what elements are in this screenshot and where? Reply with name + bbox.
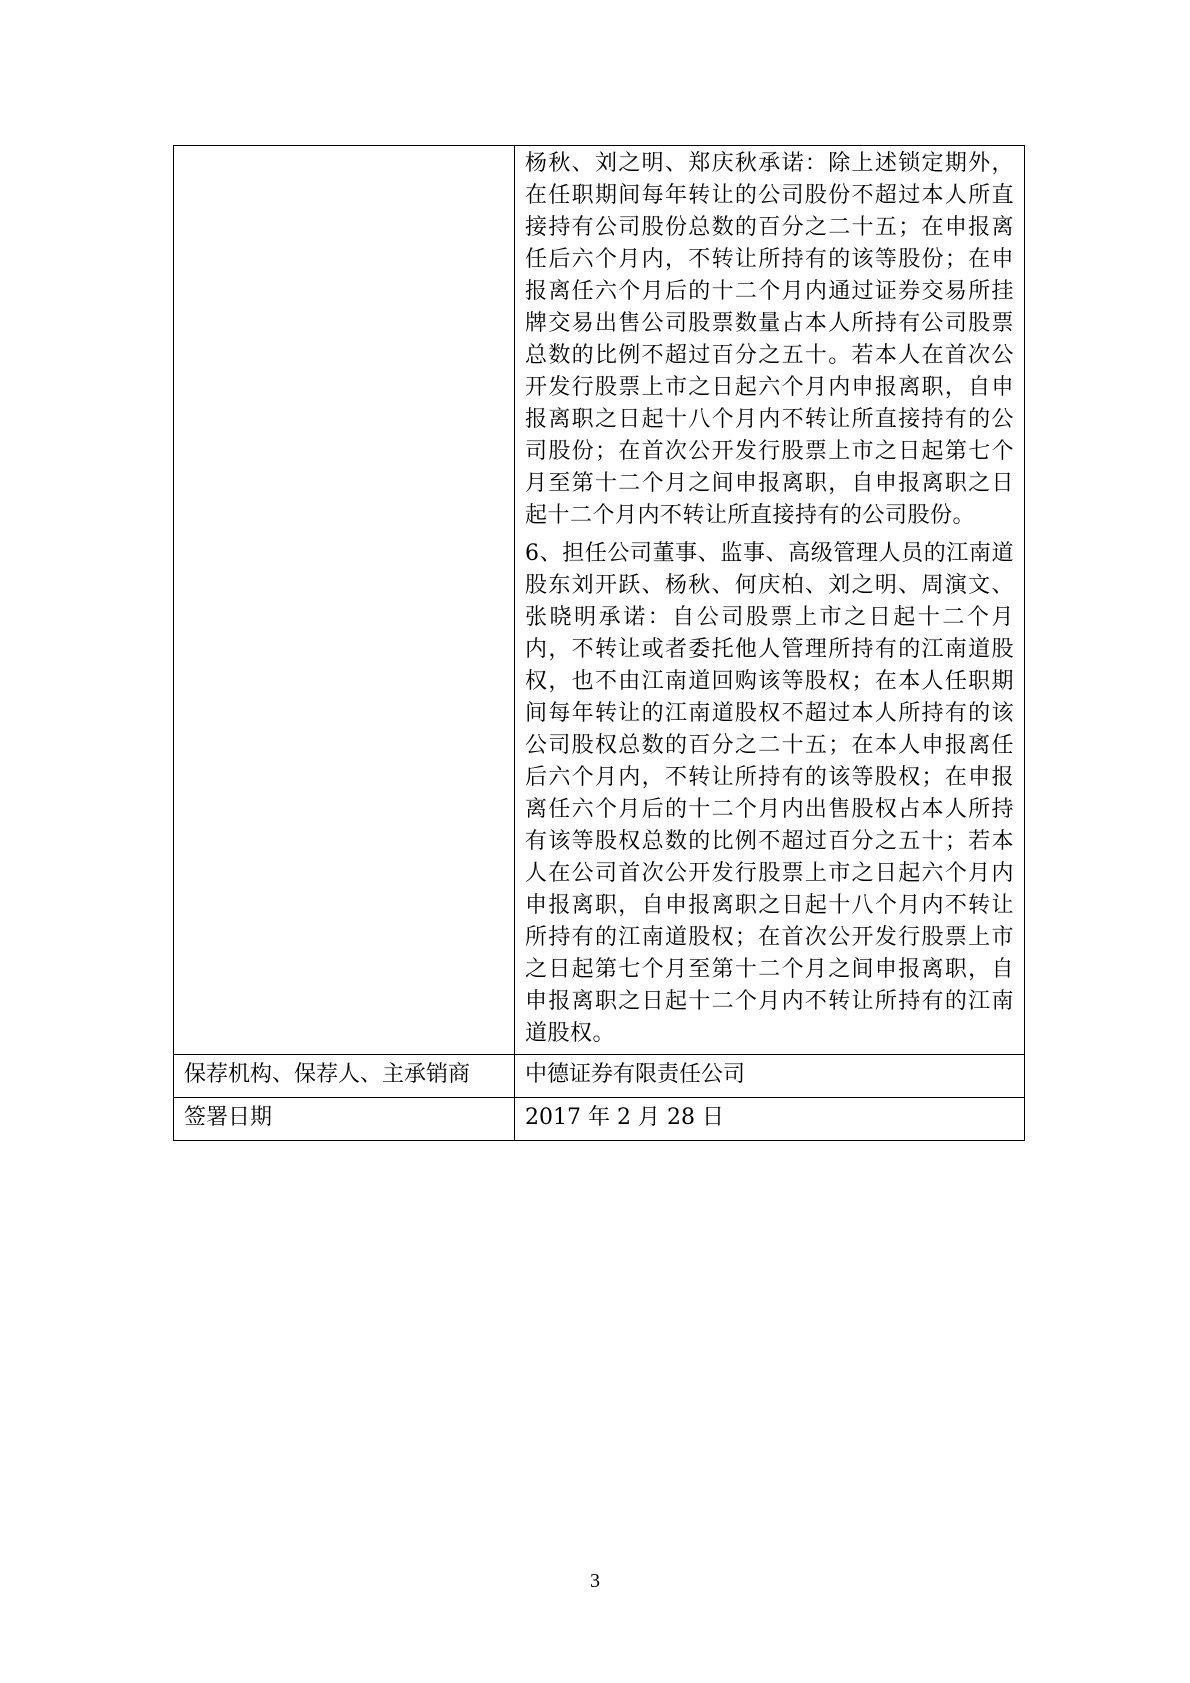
table-label-cell-empty [174,146,515,1055]
table-row-date [174,1098,1025,1141]
signing-date-label: 签署日期 [174,1098,515,1141]
table-row-sponsor [174,1055,1025,1098]
commitment-table [173,145,1025,1141]
commitment-paragraph-5-continued: 杨秋、刘之明、郑庆秋承诺：除上述锁定期外，在任职期间每年转让的公司股份不超过本人所直接持有公司股份总数的百分之二十五；在申报离任后六个月内，不转让所持有的该等股份；在申报离任六个月后的十二个月内通过证券交易所挂牌交易出售公司股票数量占本人所持有公司股票总数的比例不超过百分之五十。若本人在首次公开发行股票上市之日起六个月内申报离职，自申报离职之日起十八个月内不转让所直接持有的公司股份；在首次公开发行股票上市之日起第七个月至第十二个月之间申报离职，自申报离职之日起十二个月内不转让所直接持有的公司股份。 [525,151,1014,528]
sponsor-label: 保荐机构、保荐人、主承销商 [174,1055,515,1098]
commitment-paragraph-6: 6、担任公司董事、监事、高级管理人员的江南道股东刘开跃、杨秋、何庆柏、刘之明、周演文、张晓明承诺：自公司股票上市之日起十二个月内，不转让或者委托他人管理所持有的江南道股权，也不由江南道回购该等股权；在本人任职期间每年转让的江南道股权不超过本人所持有的该公司股权总数的百分之二十五；在本人申报离任后六个月内，不转让所持有的该等股权；在申报离任六个月后的十二个月内出售股权占本人所持有该等股权总数的比例不超过百分之五十；若本人在公司首次公开发行股票上市之日起六个月内申报离职，自申报离职之日起十八个月内不转让所持有的江南道股权；在首次公开发行股票上市之日起第七个月至第十二个月之间申报离职，自申报离职之日起十二个月内不转让所持有的江南道股权。 [525,541,1014,1046]
sponsor-value: 中德证券有限责任公司 [515,1055,1025,1098]
table-content-cell [515,146,1025,1055]
page-number: 3 [590,1570,600,1592]
signing-date-value: 2017 年 2 月 28 日 [515,1098,1025,1141]
table-row-continuation [174,146,1025,1055]
